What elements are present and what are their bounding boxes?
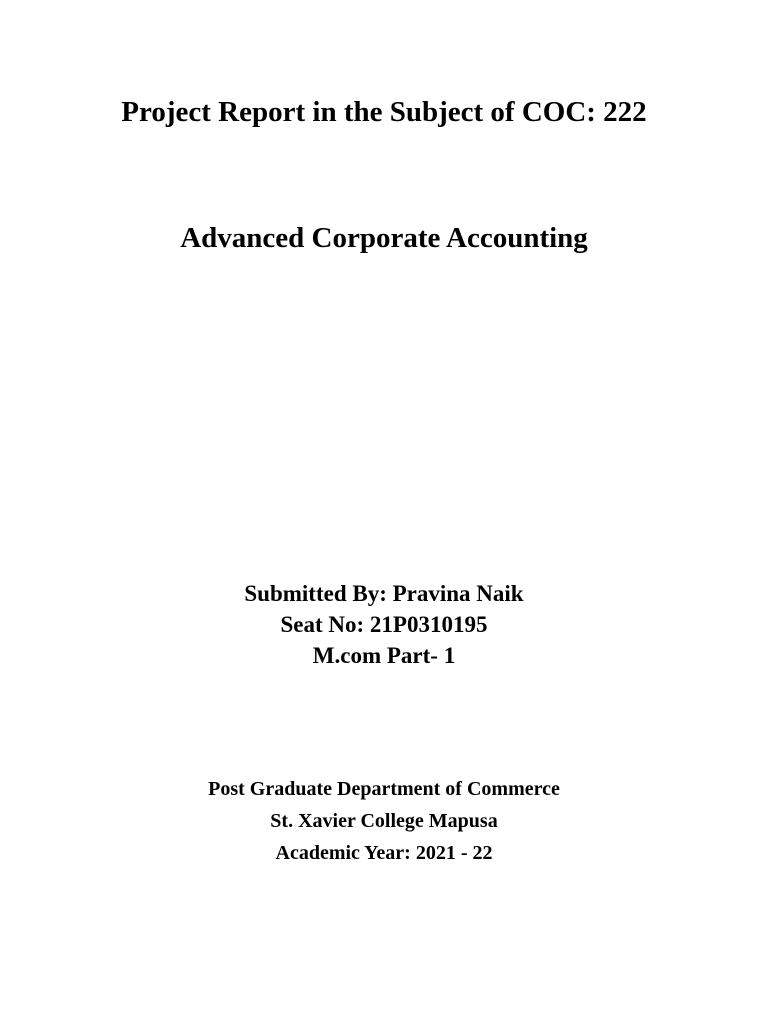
report-title: Project Report in the Subject of COC: 222: [121, 96, 647, 128]
subject-name: Advanced Corporate Accounting: [180, 222, 588, 254]
seat-number: Seat No: 21P0310195: [280, 612, 488, 637]
department-name: Post Graduate Department of Commerce: [208, 778, 560, 800]
submitted-by: Submitted By: Pravina Naik: [244, 581, 524, 606]
academic-year: Academic Year: 2021 - 22: [275, 842, 493, 864]
college-name: St. Xavier College Mapusa: [270, 810, 498, 832]
course-name: M.com Part- 1: [312, 643, 456, 668]
